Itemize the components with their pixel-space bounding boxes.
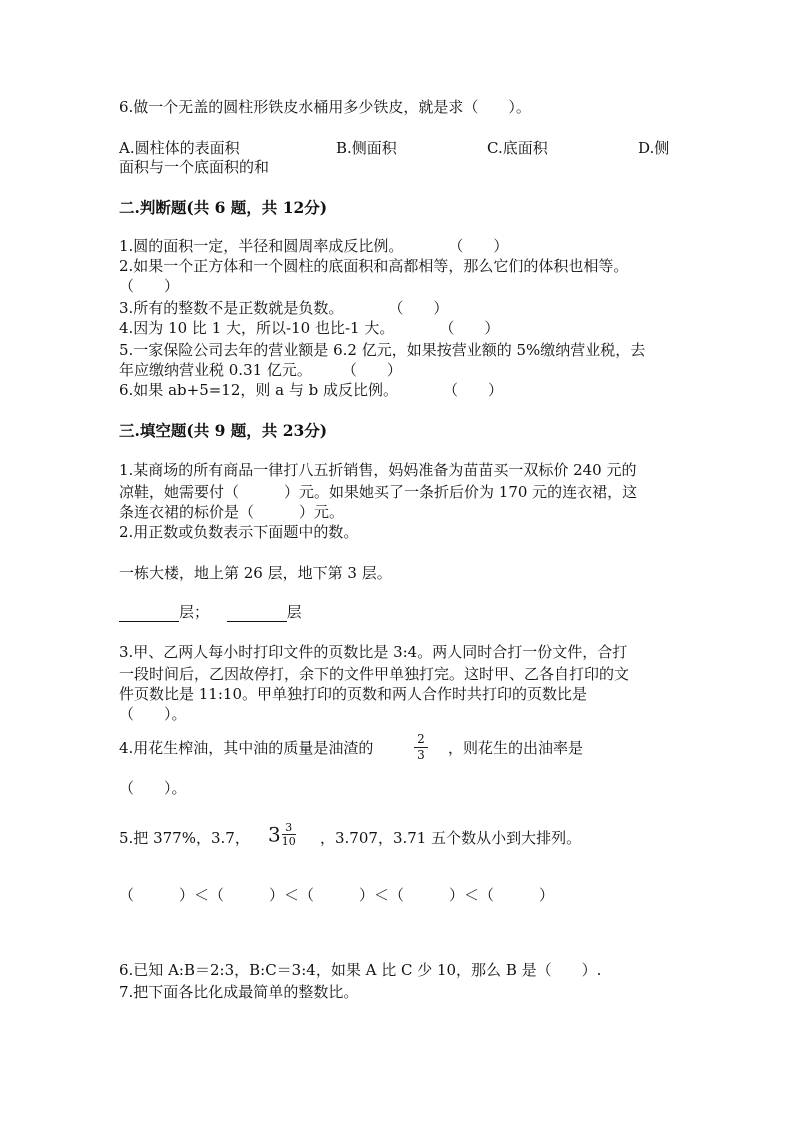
judge-item-2-blank: （ ） [119, 277, 180, 295]
mixed-denominator: 10 [281, 835, 296, 848]
fill-q6: 6.已知 A:B＝2:3，B:C＝3:4，如果 A 比 C 少 10，那么 B 是（ ）. [119, 961, 602, 979]
option-b: B.侧面积 [336, 139, 397, 157]
fill-q4-pre: 4.用花生榨油，其中油的质量是油渣的 [119, 739, 374, 757]
judge-item-5: 5.一家保险公司去年的营业额是 6.2 亿元，如果按营业额的 5%缴纳营业税，去 [119, 341, 646, 359]
fill-q3-line4: （ ）。 [119, 705, 187, 723]
fill-q2-answer-line [119, 602, 302, 622]
mixed-numerator: 3 [285, 821, 293, 834]
fill-q5-pre: 5.把 377%，3.7， [119, 829, 250, 847]
fill-q3-line1: 3.甲、乙两人每小时打印文件的页数比是 3:4。两人同时合打一份文件，合打 [119, 643, 628, 661]
fill-q2-sub: 一栋大楼，地上第 26 层，地下第 3 层。 [119, 564, 392, 582]
option-d: D.侧 [638, 139, 670, 157]
answer-blank-2[interactable] [227, 605, 287, 622]
fill-q5-post: ，3.707，3.71 五个数从小到大排列。 [320, 829, 582, 847]
judge-item-3: 3.所有的整数不是正数就是负数。 （ ） [119, 299, 449, 317]
fill-q5-order: （ ）＜（ ）＜（ ）＜（ ）＜（ ） [119, 886, 555, 904]
floor-unit-1: 层； [179, 603, 210, 621]
section-2-title: 二.判断题(共 6 题，共 12分) [119, 198, 328, 217]
fill-q2: 2.用正数或负数表示下面题中的数。 [119, 523, 359, 541]
answer-blank-1[interactable] [119, 605, 179, 622]
fill-q3-line2: 一段时间后，乙因故停打，余下的文件甲单独打完。这时甲、乙各自打印的文 [119, 665, 630, 683]
floor-unit-2: 层 [286, 603, 302, 621]
fill-q4-answer: （ ）。 [119, 779, 187, 797]
fill-q3-line3: 件页数比是 11:10。甲单独打印的页数和两人合作时共打印的页数比是 [119, 685, 587, 703]
question-6-stem: 6.做一个无盖的圆柱形铁皮水桶用多少铁皮，就是求（ ）。 [119, 98, 531, 116]
judge-item-4: 4.因为 10 比 1 大，所以-10 也比-1 大。 （ ） [119, 319, 500, 337]
fraction-numerator: 2 [417, 732, 425, 746]
fill-q4-post: ，则花生的出油率是 [448, 739, 584, 757]
fill-q1-line2: 凉鞋，她需要付（ ）元。如果她买了一条折后价为 170 元的连衣裙，这 [119, 483, 638, 501]
fraction-denominator: 3 [417, 748, 425, 762]
mixed-fraction [282, 822, 296, 847]
mixed-number [268, 822, 296, 847]
option-d-continued: 面积与一个底面积的和 [119, 158, 270, 176]
judge-item-2: 2.如果一个正方体和一个圆柱的底面积和高都相等，那么它们的体积也相等。 [119, 257, 629, 275]
option-a: A.圆柱体的表面积 [119, 139, 240, 157]
option-c: C.底面积 [487, 139, 548, 157]
section-3-title: 三.填空题(共 9 题，共 23分) [119, 421, 328, 440]
fill-q1-line3: 条连衣裙的标价是（ ）元。 [119, 503, 345, 521]
judge-item-5-cont: 年应缴纳营业税 0.31 亿元。 （ ） [119, 361, 402, 379]
fill-q7: 7.把下面各比化成最简单的整数比。 [119, 983, 359, 1001]
judge-item-1: 1.圆的面积一定，半径和圆周率成反比例。 （ ） [119, 237, 509, 255]
fill-q1-line1: 1.某商场的所有商品一律打八五折销售，妈妈准备为苗苗买一双标价 240 元的 [119, 461, 637, 479]
judge-item-6: 6.如果 ab+5=12，则 a 与 b 成反比例。 （ ） [119, 381, 504, 399]
fraction-two-thirds [414, 733, 428, 762]
mixed-whole: 3 [268, 822, 281, 847]
